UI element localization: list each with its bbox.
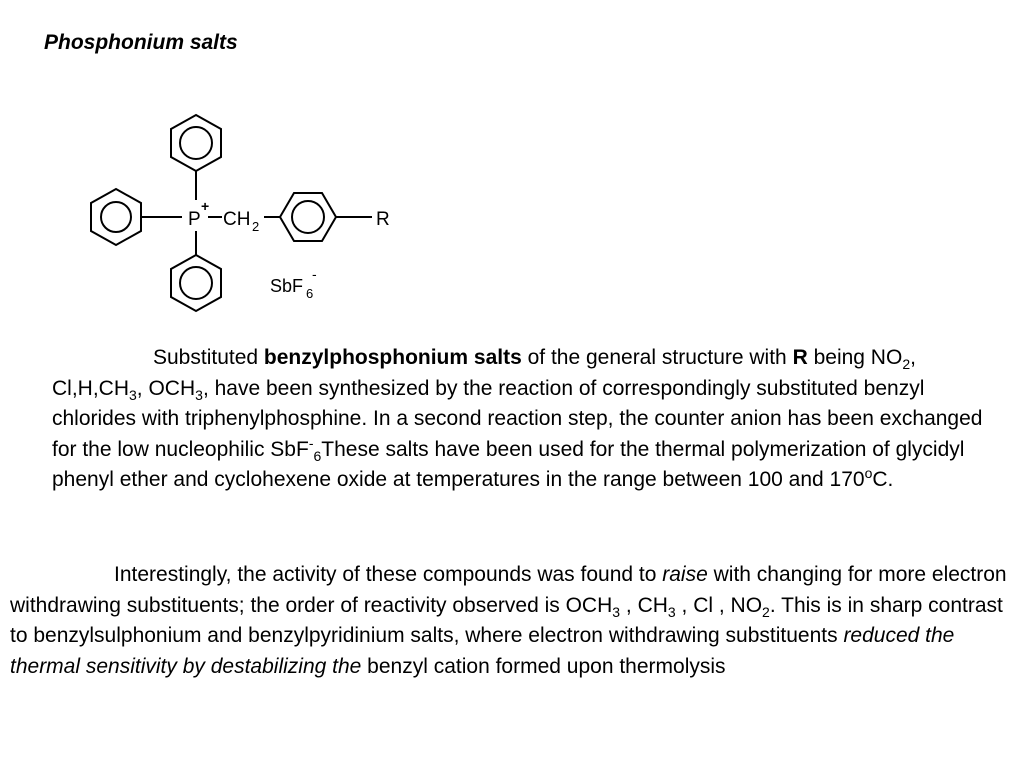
page-title: Phosphonium salts xyxy=(44,31,238,54)
ch2-label: CH xyxy=(223,209,251,230)
ch2-subscript: 2 xyxy=(252,219,260,234)
sbf6-superscript: - xyxy=(312,266,317,282)
paragraph-reactivity: Interestingly, the activity of these compounds was found to raise with changing for more electron withdrawing substituents; the order of reactivity observed is $OCH_3$ , $CH_3$ , Cl , $NO_2$. This is in sharp contrast to benzylsulphonium and benzylpyridinium salts, where electron withdrawing substituents reduced the thermal sensitivity by destabilizing the benzyl cation formed upon thermolysis xyxy=(10,563,1007,678)
left-phenyl-ring xyxy=(91,189,141,245)
positive-charge: + xyxy=(201,198,210,214)
phosphorus-label: P xyxy=(188,209,201,230)
sbf6-label: SbF xyxy=(270,276,304,296)
top-ring-circle xyxy=(180,127,212,159)
left-ring-circle xyxy=(101,202,131,232)
bottom-phenyl-ring xyxy=(171,255,221,311)
phosphonium-structure-diagram xyxy=(80,105,410,330)
bottom-ring-circle xyxy=(180,267,212,299)
top-phenyl-ring xyxy=(171,115,221,171)
r-label: R xyxy=(376,209,390,230)
paragraph-synthesis: Substituted benzylphosphonium salts of the general structure with R being $NO_2$, $Cl,H,CH_3$, $OCH_3$, have been synthesized by the reaction of correspondingly substituted benzyl chlorides with triphenylphosphine. In a second reaction step, the counter anion has been exchanged for the low nucleophilic SbF-$_6$These salts have been used for the thermal polymerization of glycidyl phenyl ether and cyclohexene oxide at temperatures in the range between 100 and 170$^o$C. xyxy=(52,346,983,491)
right-ring-circle xyxy=(292,201,324,233)
sbf6-subscript: 6 xyxy=(306,286,314,301)
